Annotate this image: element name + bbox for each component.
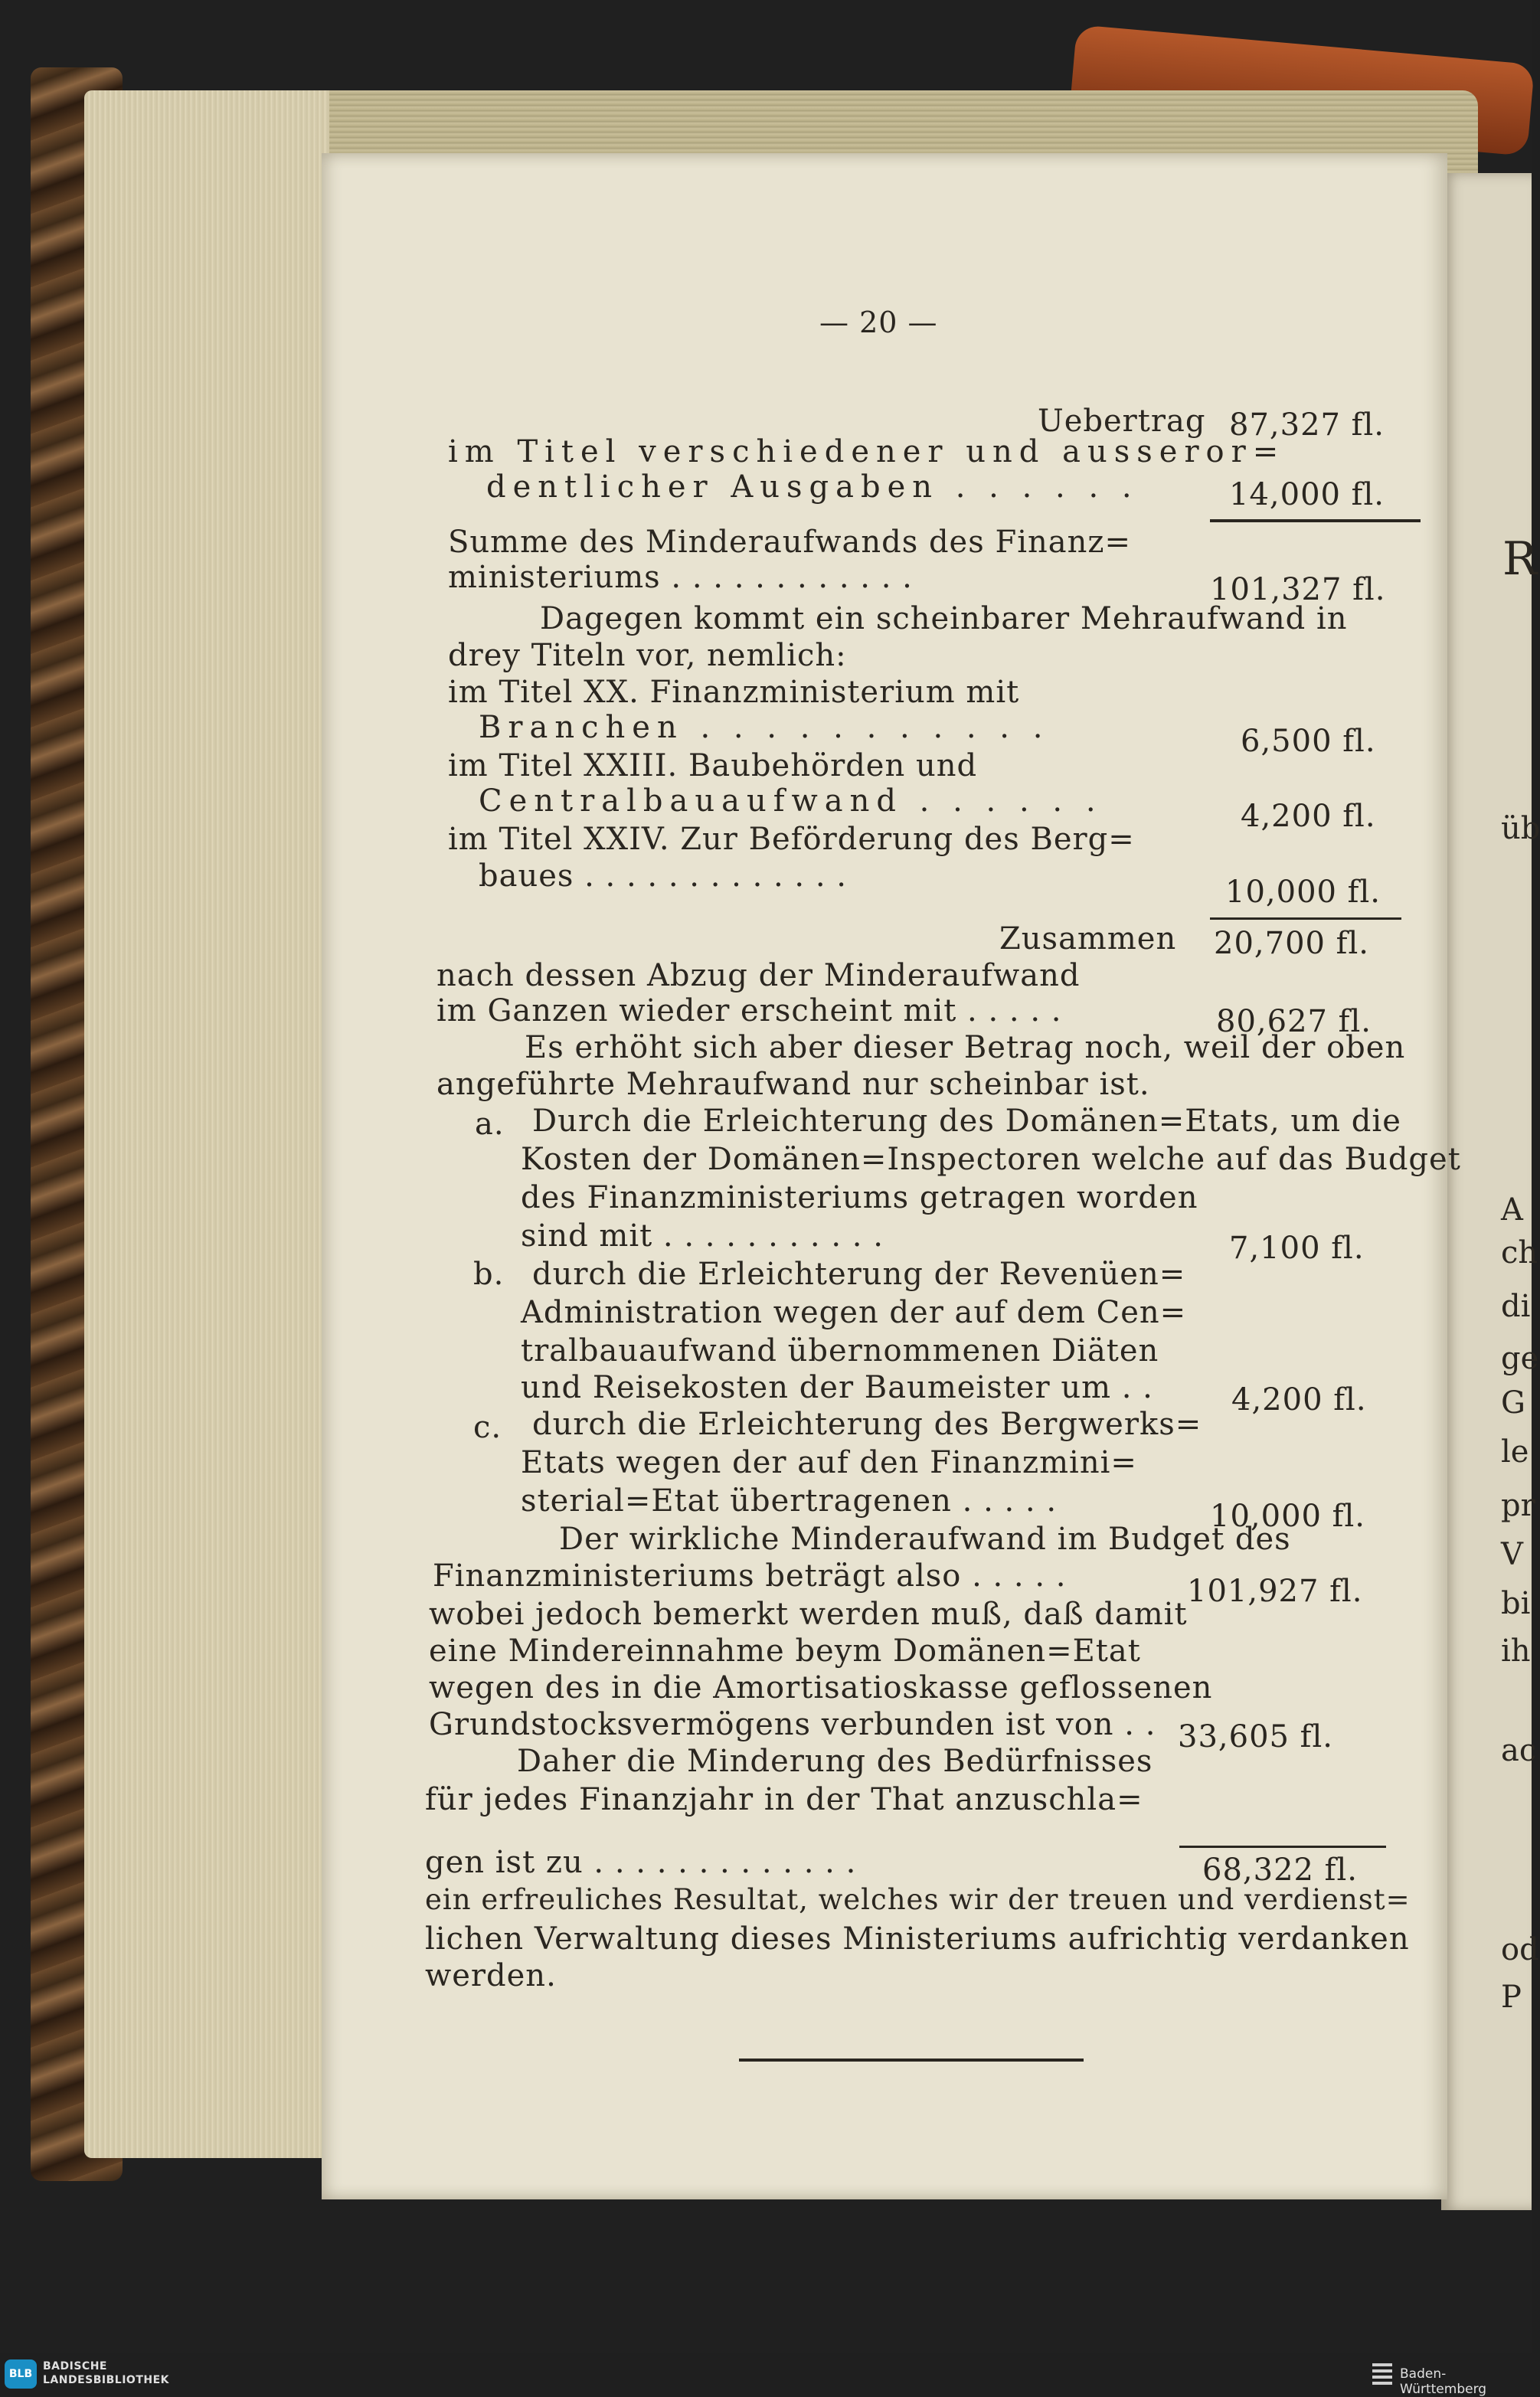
facing-page-text: A [1501,1192,1523,1228]
amount: 68,322 fl. [1202,1853,1358,1888]
institution-name-line1: BADISCHE [43,2360,107,2372]
line-label: gen ist zu . . . . . . . . . . . . . [425,1845,857,1880]
amount: 4,200 fl. [1231,1382,1367,1418]
text-line: durch die Erleichterung des Bergwerks= [532,1407,1202,1442]
amount: 101,927 fl. [1187,1574,1363,1609]
amount: 10,000 fl. [1210,1499,1365,1534]
amount: 101,327 fl. [1210,572,1386,607]
list-marker: a. [475,1107,505,1142]
line-label: und Reisekosten der Baumeister um . . [521,1370,1153,1405]
page-block-side-edge [84,90,329,2158]
facing-page-text: ge [1501,1341,1539,1376]
line-label: dentlicher Ausgaben . . . . . . [486,469,1139,505]
facing-page-text: ac [1501,1733,1537,1768]
line-label: Branchen . . . . . . . . . . . [479,710,1050,745]
facing-page-text: G [1501,1385,1525,1421]
page-number: — 20 — [819,306,938,339]
text-line: Etats wegen der auf den Finanzmini= [521,1445,1137,1480]
text-line: Der wirkliche Minderaufwand im Budget des [559,1522,1291,1557]
text-line: werden. [425,1958,557,1993]
amount: 7,100 fl. [1229,1231,1365,1266]
text-line: ein erfreuliches Resultat, welches wir der treuen und verdienst= [425,1883,1411,1916]
closing-rule [739,2059,1084,2062]
text-line: tralbauaufwand übernommenen Diäten [521,1333,1159,1369]
institution-name-line2: LANDESBIBLIOTHEK [43,2374,170,2386]
line-label: Zusammen [999,921,1177,957]
facing-page-text: ih [1501,1633,1531,1669]
line-label: Finanzministeriums beträgt also . . . . . [433,1558,1067,1594]
baden-wuerttemberg-emblem-icon [1372,2362,1392,2385]
text-line: im Titel XXIII. Baubehörden und [448,748,978,783]
text-line: wegen des in die Amortisatioskasse geflossenen [429,1670,1213,1705]
sum-rule [1210,917,1401,920]
line-label: Uebertrag [1038,404,1206,439]
amount: 6,500 fl. [1241,724,1376,759]
text-line: Summe des Minderaufwands des Finanz= [448,525,1131,560]
text-line: Daher die Minderung des Bedürfnisses [517,1744,1153,1779]
line-label: Centralbauaufwand . . . . . . [479,783,1103,819]
amount: 33,605 fl. [1178,1719,1333,1754]
text-line: Administration wegen der auf dem Cen= [521,1295,1187,1330]
line-label: sind mit . . . . . . . . . . . [521,1218,884,1254]
text-line: Dagegen kommt ein scheinbarer Mehraufwand in [540,601,1348,636]
facing-page-text: bi [1501,1586,1531,1621]
text-line: des Finanzministeriums getragen worden [521,1180,1198,1215]
text-line: Es erhöht sich aber dieser Betrag noch, weil der oben [525,1030,1406,1065]
blb-logo[interactable]: BLB [5,2359,37,2389]
book-page [322,153,1461,2199]
amount: 20,700 fl. [1214,926,1369,961]
amount: 80,627 fl. [1216,1004,1372,1039]
text-line: Kosten der Domänen=Inspectoren welche auf das Budget [521,1142,1461,1177]
text-line: für jedes Finanzjahr in der That anzuschla= [425,1782,1143,1817]
text-line: drey Titeln vor, nemlich: [448,638,847,673]
amount: 10,000 fl. [1225,875,1381,910]
line-label: baues . . . . . . . . . . . . . [479,858,847,894]
facing-page-text: od [1501,1932,1539,1967]
facing-page-text: R [1502,532,1538,586]
facing-page-text: pr [1501,1488,1535,1523]
partner-name: Baden-Württemberg [1400,2366,1487,2397]
text-line: durch die Erleichterung der Revenüen= [532,1257,1186,1292]
facing-page-text: ch [1501,1235,1538,1270]
text-line: Durch die Erleichterung des Domänen=Etats, um die [532,1104,1401,1139]
facing-page-text: P [1501,1980,1522,2015]
amount: 4,200 fl. [1241,799,1376,834]
line-label: ministeriums . . . . . . . . . . . . [448,560,913,595]
text-line: eine Mindereinnahme beym Domänen=Etat [429,1633,1141,1669]
line-label: im Ganzen wieder erscheint mit . . . . . [436,993,1062,1028]
amount: 87,327 fl. [1229,407,1385,443]
amount: 14,000 fl. [1229,477,1385,512]
facing-page-text: di [1501,1289,1531,1324]
list-marker: c. [473,1410,502,1445]
sum-rule [1210,519,1421,522]
text-line: angeführte Mehraufwand nur scheinbar ist. [436,1067,1150,1102]
text-line: wobei jedoch bemerkt werden muß, daß damit [429,1597,1188,1632]
facing-page-text: üb [1501,811,1540,846]
facing-page [1441,173,1532,2210]
list-marker: b. [473,1257,505,1292]
facing-page-text: le [1501,1434,1529,1470]
sum-rule [1179,1846,1386,1848]
text-line: im Titel XXIV. Zur Beförderung des Berg= [448,822,1135,857]
text-line: im Titel XX. Finanzministerium mit [448,675,1020,710]
text-line: im Titel verschiedener und ausseror= [448,434,1286,469]
facing-page-text: V [1501,1537,1523,1572]
viewer-footer [0,2353,1532,2397]
line-label: sterial=Etat übertragenen . . . . . [521,1483,1058,1519]
text-line: nach dessen Abzug der Minderaufwand [436,958,1081,993]
text-line: lichen Verwaltung dieses Ministeriums aufrichtig verdanken [425,1921,1410,1957]
line-label: Grundstocksvermögens verbunden ist von . . [429,1707,1156,1742]
